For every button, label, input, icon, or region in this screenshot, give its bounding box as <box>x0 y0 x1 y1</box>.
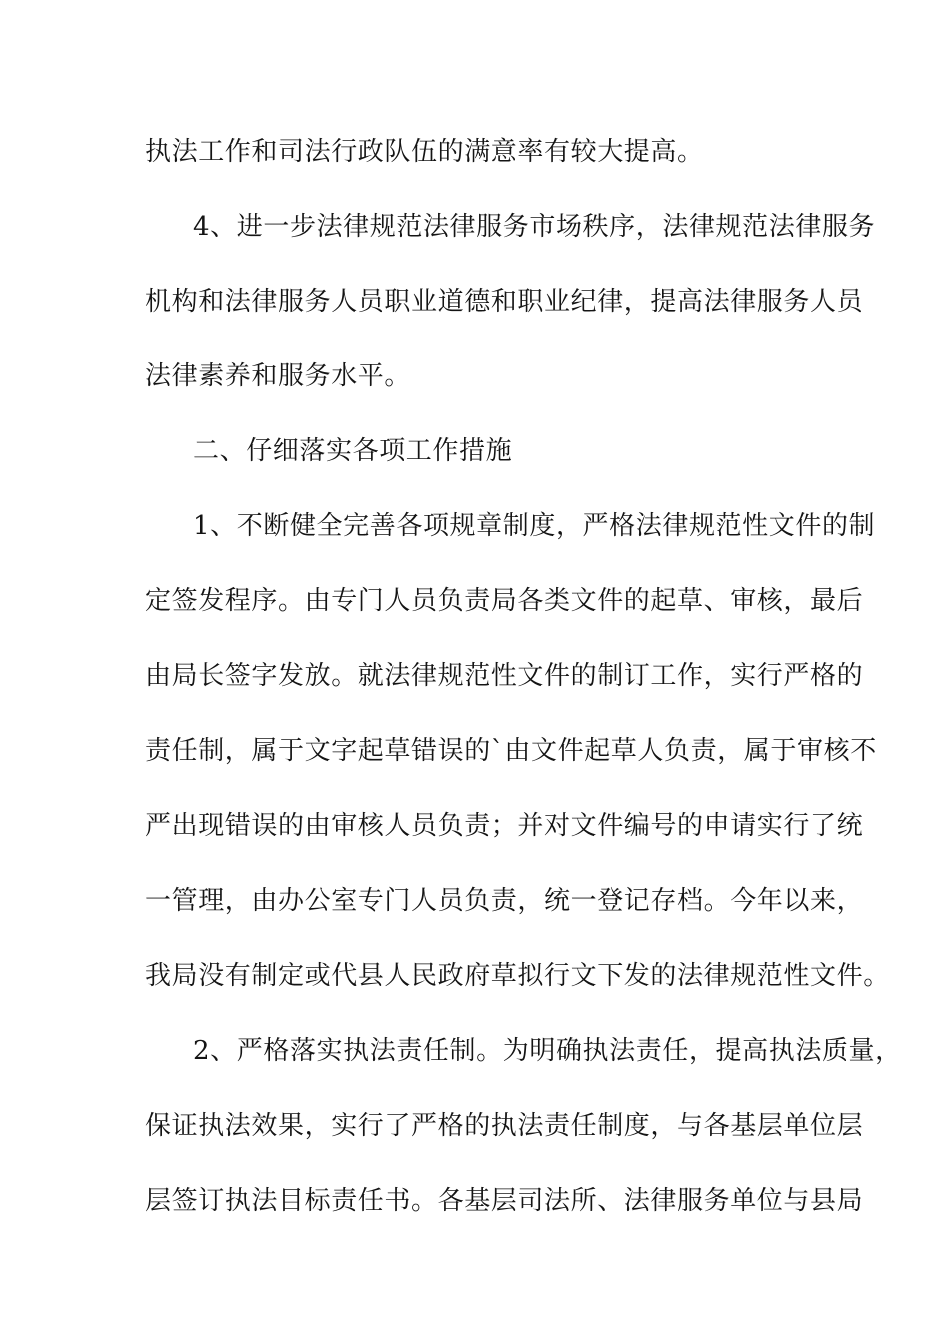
paragraph-line: 定签发程序。由专门人员负责局各类文件的起草、审核，最后 <box>145 586 864 616</box>
paragraph-line: 我局没有制定或代县人民政府草拟行文下发的法律规范性文件。 <box>145 961 890 991</box>
section-heading: 二、仔细落实各项工作措施 <box>193 436 513 466</box>
paragraph-line: 一管理，由办公室专门人员负责，统一登记存档。今年以来， <box>145 886 864 916</box>
paragraph-line: 机构和法律服务人员职业道德和职业纪律，提高法律服务人员 <box>145 287 864 317</box>
paragraph-line: 执法工作和司法行政队伍的满意率有较大提高。 <box>145 137 704 167</box>
paragraph-line: 由局长签字发放。就法律规范性文件的制订工作，实行严格的 <box>145 661 864 691</box>
paragraph-line: 层签订执法目标责任书。各基层司法所、法律服务单位与县局 <box>145 1186 864 1216</box>
paragraph-line: 责任制，属于文字起草错误的`由文件起草人负责，属于审核不 <box>145 736 877 766</box>
paragraph-line: 严出现错误的由审核人员负责；并对文件编号的申请实行了统 <box>145 811 864 841</box>
paragraph-line: 保证执法效果，实行了严格的执法责任制度，与各基层单位层 <box>145 1111 864 1141</box>
paragraph-line: 1、不断健全完善各项规章制度，严格法律规范性文件的制 <box>193 511 876 541</box>
paragraph-line: 2、严格落实执法责任制。为明确执法责任，提高执法质量， <box>193 1036 902 1066</box>
paragraph-line: 法律素养和服务水平。 <box>145 361 412 391</box>
paragraph-line: 4、进一步法律规范法律服务市场秩序，法律规范法律服务 <box>193 212 876 242</box>
